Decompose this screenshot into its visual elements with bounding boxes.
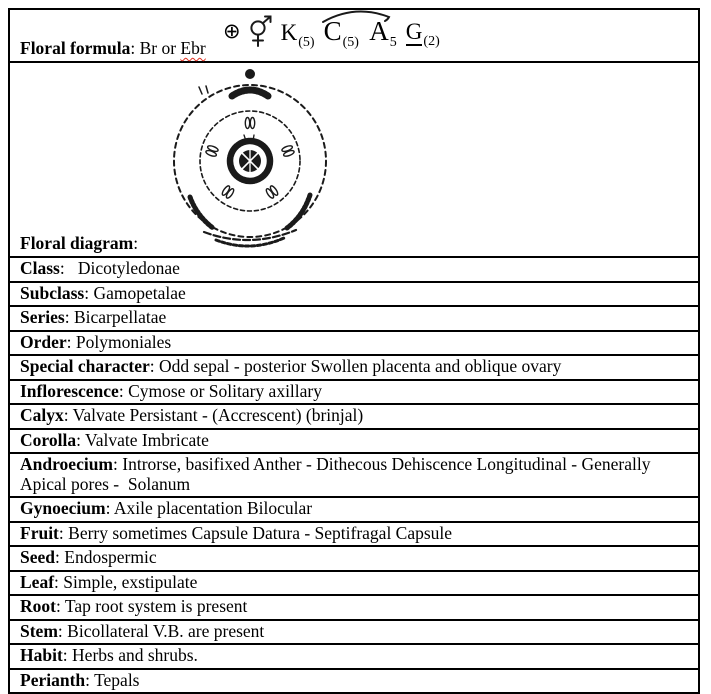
- row-colon: :: [66, 331, 76, 352]
- row-colon: :: [149, 356, 159, 376]
- row-label: Seed: [20, 547, 55, 567]
- row-label: Order: [20, 331, 67, 352]
- row-colon: :: [113, 454, 123, 474]
- row-value: Herbs and shrubs.: [72, 645, 198, 665]
- character-row: [10, 547, 698, 572]
- row-value: Endospermic: [64, 547, 157, 567]
- row-value: Tap root system is present: [64, 596, 248, 616]
- row-colon: :: [57, 620, 68, 641]
- row-value: Axile placentation Bilocular: [113, 498, 313, 518]
- row-label: Floral formula: [20, 38, 131, 58]
- character-row: [10, 307, 698, 332]
- floral-diagram-row: [10, 63, 698, 258]
- characters-section: [10, 258, 698, 692]
- notes-table: [8, 8, 700, 694]
- character-row: [10, 258, 698, 283]
- row-colon: :: [59, 258, 70, 278]
- row-label: Series: [20, 307, 65, 327]
- character-row: [10, 356, 698, 381]
- row-colon: :: [133, 233, 143, 253]
- row-value: Dicotyledonae: [69, 258, 180, 278]
- row-value: Br or: [139, 38, 181, 58]
- character-row: [10, 523, 698, 548]
- row-value: Polymoniales: [75, 331, 172, 352]
- row-value: Odd sepal - posterior Swollen placenta and oblique ovary: [159, 356, 562, 376]
- character-row: [10, 405, 698, 430]
- character-row: [10, 498, 698, 523]
- row-colon: :: [76, 429, 85, 450]
- row-colon: :: [85, 669, 95, 690]
- misspelled-word: Ebr: [180, 38, 206, 58]
- row-value: Introrse, basifixed Anther - Dithecous Dehiscence Longitudinal - Generally Apical pores - Solanum: [20, 454, 654, 494]
- row-label: Special character: [20, 356, 150, 376]
- row-value: Valvate Imbricate: [85, 429, 209, 450]
- row-value: Simple, exstipulate: [63, 571, 198, 592]
- floral-formula-symbols: [223, 15, 440, 51]
- floral-formula-row: [10, 10, 698, 63]
- row-colon: :: [54, 571, 64, 592]
- superior-ovary-underline: G: [405, 19, 423, 44]
- character-row: [10, 454, 698, 498]
- row-colon: :: [63, 405, 73, 425]
- actinomorphic-icon: ⊕: [223, 19, 241, 43]
- row-colon: :: [55, 596, 65, 616]
- row-value: Berry sometimes Capsule Datura - Septifragal Capsule: [68, 522, 453, 543]
- character-row: [10, 283, 698, 308]
- character-row: [10, 381, 698, 406]
- row-colon: :: [58, 522, 69, 543]
- row-colon: :: [105, 498, 114, 518]
- character-row: [10, 572, 698, 597]
- row-label: Corolla: [20, 429, 77, 450]
- row-value: Cymose or Solitary axillary: [128, 380, 323, 401]
- row-label: Stem: [20, 620, 58, 641]
- floral-diagram-label-line: [20, 234, 143, 253]
- row-label: Fruit: [20, 522, 59, 543]
- character-row: [10, 430, 698, 455]
- character-row: [10, 645, 698, 670]
- row-value: Valvate Persistant - (Accrescent) (brinjal): [72, 405, 364, 425]
- gynoecium-symbol: $G_{(2)}$: [405, 19, 440, 49]
- epipetalous-arc-icon: [319, 4, 395, 32]
- row-label: Floral diagram: [20, 233, 134, 253]
- row-value: Gamopetalae: [93, 282, 186, 303]
- row-colon: :: [118, 380, 129, 401]
- row-label: Class: [20, 258, 60, 278]
- row-colon: :: [84, 282, 94, 303]
- floral-formula-label-line: [20, 39, 206, 58]
- character-row: [10, 621, 698, 646]
- bisexual-icon: [248, 15, 274, 51]
- character-row: [10, 332, 698, 357]
- row-value: Bicollateral V.B. are present: [67, 620, 265, 641]
- row-label: Androecium: [20, 454, 114, 474]
- row-label: Perianth: [20, 669, 86, 690]
- calyx-symbol: $K_{(5)}$: [280, 20, 315, 50]
- corolla-androecium-symbol: $C_{(5)}$ $A_5$: [322, 17, 399, 51]
- row-value: Tepals: [94, 669, 140, 690]
- row-label: Habit: [20, 645, 63, 665]
- row-colon: :: [64, 307, 74, 327]
- row-label: Inflorescence: [20, 380, 119, 401]
- row-label: Root: [20, 596, 56, 616]
- floral-diagram-image: [166, 65, 341, 260]
- row-label: Calyx: [20, 405, 64, 425]
- character-row: [10, 670, 698, 693]
- row-label: Subclass: [20, 282, 85, 303]
- character-row: [10, 596, 698, 621]
- row-colon: :: [55, 547, 65, 567]
- row-label: Leaf: [20, 571, 55, 592]
- row-colon: :: [130, 38, 140, 58]
- row-value: Bicarpellatae: [73, 307, 167, 327]
- row-colon: :: [62, 645, 73, 665]
- row-label: Gynoecium: [20, 498, 106, 518]
